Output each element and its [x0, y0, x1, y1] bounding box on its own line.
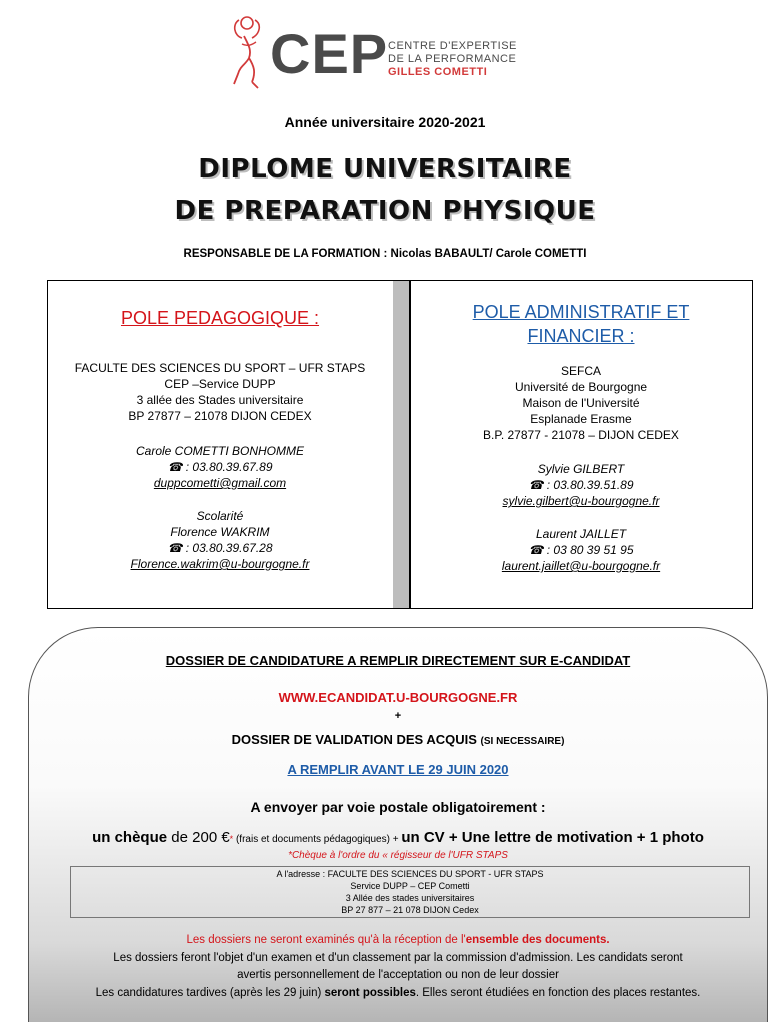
validation-note: (SI NECESSAIRE)	[480, 736, 565, 747]
logo-line-2: DE LA PERFORMANCE	[388, 53, 517, 65]
address-line: BP 27 877 – 21 078 DIJON Cedex	[341, 905, 479, 915]
column-divider	[393, 281, 409, 608]
list-star: *	[229, 834, 234, 844]
list-amount: de 200 €	[167, 829, 230, 846]
address-line: 3 allée des Stades universitaire	[136, 393, 304, 407]
address-line: Université de Bourgogne	[514, 380, 648, 394]
exam-note	[28, 934, 768, 946]
logo-cep-text: CEP	[270, 22, 389, 85]
address-line: B.P. 27877 - 21078 – DIJON CEDEX	[483, 428, 679, 442]
late-text-a: Les candidatures tardives (après les 29 juin)	[95, 987, 325, 999]
candidature-heading: DOSSIER DE CANDIDATURE A REMPLIR DIRECTEMENT SUR E-CANDIDAT	[165, 653, 631, 668]
responsable-line: RESPONSABLE DE LA FORMATION : Nicolas BABAULT/ Carole COMETTI	[183, 248, 587, 260]
address-line: A l'adresse : FACULTE DES SCIENCES DU SPORT - UFR STAPS	[276, 869, 544, 879]
contact-name: Florence WAKRIM	[170, 525, 270, 539]
list-rest: un CV + Une lettre de motivation + 1 photo	[401, 829, 704, 846]
pole-administratif	[412, 300, 750, 574]
late-text-bold: seront possibles	[324, 987, 416, 999]
address-line: 3 Allée des stades universitaires	[345, 893, 475, 903]
address-line: FACULTE DES SCIENCES DU SPORT – UFR STAPS	[74, 361, 366, 375]
title-line-2: DE PREPARATION PHYSIQUE	[174, 196, 596, 226]
list-frais: (frais et documents pédagogiques) +	[233, 834, 402, 845]
exam-note-text: Les dossiers ne seront examinés qu'à la réception de l'	[186, 934, 466, 946]
deadline: A REMPLIR AVANT LE 29 JUIN 2020	[287, 762, 509, 777]
pole-administratif-title-2: FINANCIER :	[527, 326, 635, 346]
academic-year: Année universitaire 2020-2021	[284, 114, 486, 130]
validation-text: DOSSIER DE VALIDATION DES ACQUIS	[231, 732, 477, 747]
ecandidat-website-link[interactable]: WWW.ECANDIDAT.U-BOURGOGNE.FR	[278, 690, 518, 705]
contact-phone: ☎ : 03 80 39 51 95	[528, 543, 634, 557]
address-line: Esplanade Erasme	[530, 412, 632, 426]
logo-line-3: GILLES COMETTI	[388, 66, 488, 78]
info-text-1: Les dossiers feront l'objet d'un examen et d'un classement par la commission d'admission. Les candidats seront	[113, 952, 683, 964]
address-line: Maison de l'Université	[522, 396, 640, 410]
contact-phone: ☎ : 03.80.39.67.28	[167, 541, 273, 555]
contact-name: Sylvie GILBERT	[537, 462, 625, 476]
address-line: BP 27877 – 21078 DIJON CEDEX	[128, 409, 312, 423]
contact-email-link[interactable]: laurent.jaillet@u-bourgogne.fr	[501, 559, 661, 573]
contact-email-link[interactable]: Florence.wakrim@u-bourgogne.fr	[130, 557, 310, 571]
exam-note-bold: ensemble des documents.	[465, 934, 610, 946]
postal-address-box	[70, 866, 750, 918]
envoyer-line: A envoyer par voie postale obligatoirement :	[250, 799, 546, 815]
pole-administratif-title-1: POLE ADMINISTRATIF ET	[472, 302, 690, 322]
logo-line-1: CENTRE D'EXPERTISE	[388, 40, 517, 52]
contact-name: Carole COMETTI BONHOMME	[135, 444, 304, 458]
list-cheque: un chèque	[92, 829, 168, 846]
plus-sign: +	[394, 710, 402, 722]
contact-email-link[interactable]: duppcometti@gmail.com	[153, 476, 287, 490]
contact-email-link[interactable]: sylvie.gilbert@u-bourgogne.fr	[502, 494, 660, 508]
info-text-2: avertis personnellement de l'acceptation ou non de leur dossier	[237, 969, 559, 981]
column-divider-line	[409, 281, 411, 608]
contact-phone: ☎ : 03.80.39.51.89	[528, 478, 634, 492]
pole-pedagogique	[52, 306, 388, 572]
contact-phone: ☎ : 03.80.39.67.89	[167, 460, 273, 474]
cep-logo	[222, 14, 542, 92]
address-line: CEP –Service DUPP	[164, 377, 276, 391]
address-line: Service DUPP – CEP Cometti	[350, 881, 470, 891]
documents-list	[28, 829, 768, 846]
validation-line	[28, 732, 768, 747]
pole-pedagogique-title: POLE PEDAGOGIQUE :	[120, 308, 320, 328]
runner-figure-icon	[222, 14, 272, 92]
contact-name: Laurent JAILLET	[535, 527, 627, 541]
title-line-1: DIPLOME UNIVERSITAIRE	[198, 154, 572, 184]
address-line: SEFCA	[560, 364, 601, 378]
late-text-c: . Elles seront étudiées en fonction des places restantes.	[415, 987, 701, 999]
info-text-3	[28, 987, 768, 999]
cheque-note: *Chèque à l'ordre du « régisseur de l'UFR STAPS	[288, 850, 508, 861]
contact-role: Scolarité	[196, 509, 244, 523]
